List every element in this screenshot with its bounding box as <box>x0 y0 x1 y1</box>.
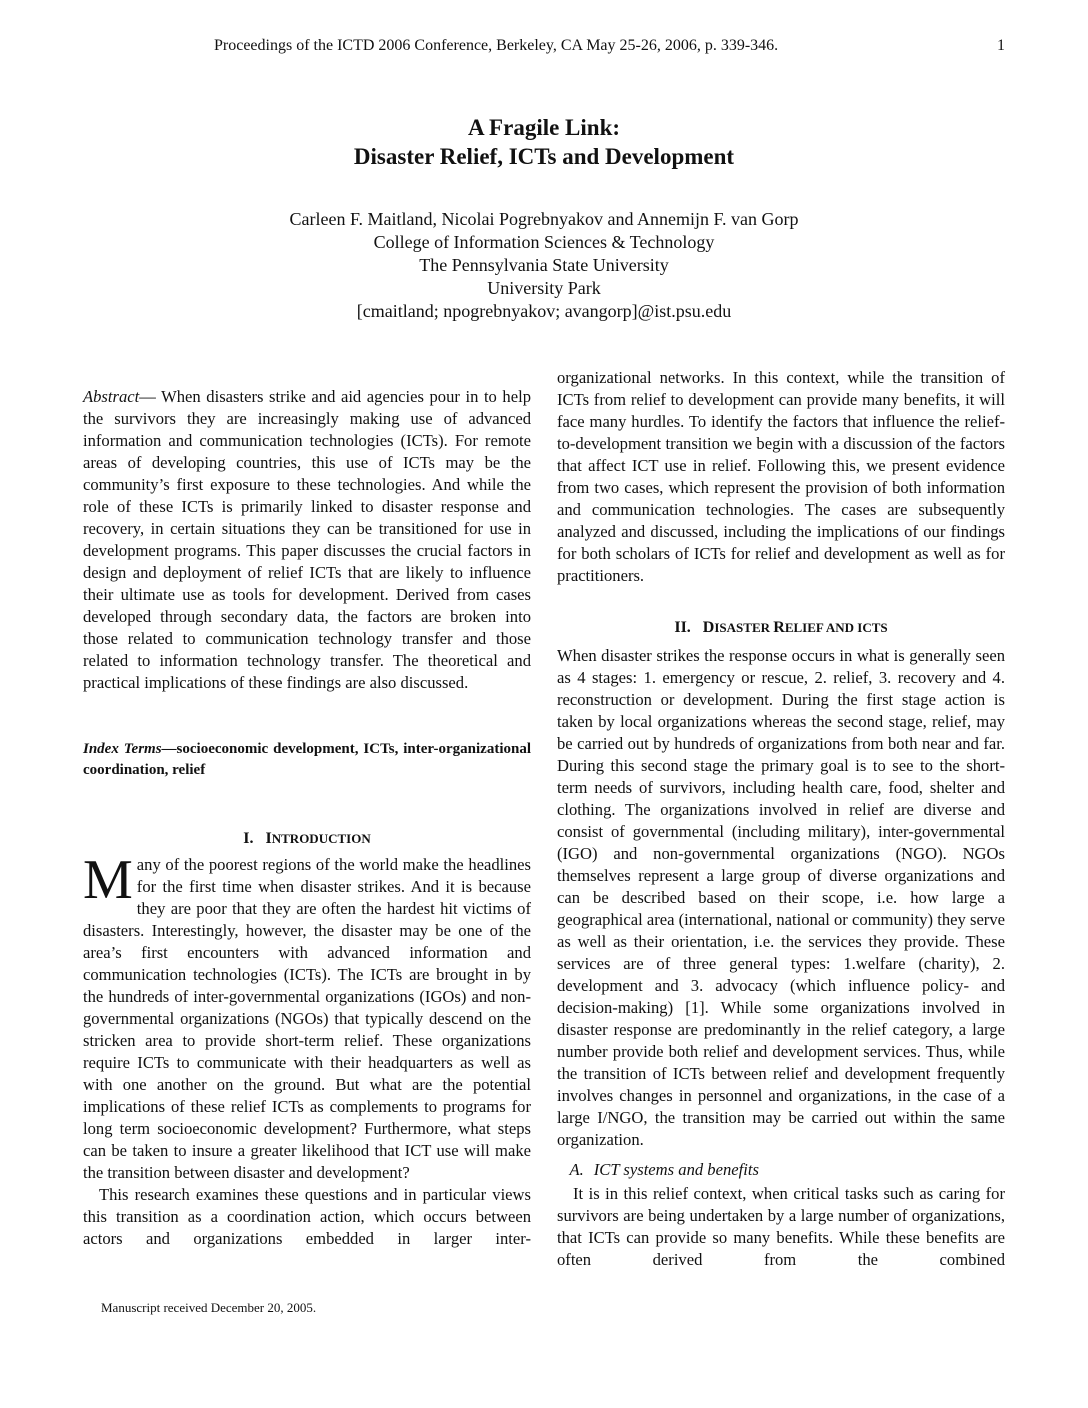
author-names: Carleen F. Maitland, Nicolai Pogrebnyakov and Annemijn F. van Gorp <box>289 209 799 229</box>
subsection-title: ICT systems and benefits <box>593 1160 759 1179</box>
subsection-label: A. <box>569 1160 584 1179</box>
author-block <box>0 208 1088 323</box>
abstract-text: — When disasters strike and aid agencies pour in to help the survivors they are increasingly making use of advanced information and communication technologies (ICTs). For remote areas of developing countries, this use of ICTs may be the community’s first exposure to these technologies. And while the role of these ICTs is primarily linked to disaster response and recovery, in certain situations they can be transitioned for use in development programs. This paper discusses the crucial factors in design and deployment of relief ICTs that are likely to influence their ultimate use as tools for development. Derived from cases developed through secondary data, the factors are broken into those related to communication technology transfer and those related to information technology transfer. The theoretical and practical implications of these findings are also discussed. <box>83 387 531 692</box>
right-column <box>557 367 1005 1271</box>
intro-paragraph-2-continued: organizational networks. In this context, while the transition of ICTs from relief to development can provide many benefits, it will face many hurdles. To identify the factors that influence the relief-to-development transition we begin with a discussion of the factors that affect ICT use in relief. Following this, we present evidence from two cases, which represent the provision of both information and communication technologies. The cases are subsequently analyzed and discussed, including the implications of our findings for both scholars of ICTs for relief and development as well as for practitioners. <box>557 368 1005 585</box>
affiliation-location: University Park <box>487 278 601 298</box>
author-emails: [cmaitland; npogrebnyakov; avangorp]@ist.psu.edu <box>356 301 732 321</box>
section-title-part-4: ELIEF AND ICTS <box>784 620 888 635</box>
paper-title <box>0 113 1088 171</box>
section-numeral: II. <box>674 619 691 636</box>
section-title-initial: I <box>265 830 272 847</box>
index-terms <box>83 739 531 781</box>
index-terms-label: Index Terms <box>83 741 162 757</box>
abstract <box>83 386 531 694</box>
affiliation-college: College of Information Sciences & Technology <box>373 232 715 252</box>
footnote: Manuscript received December 20, 2005. <box>101 1300 317 1315</box>
title-line-1: A Fragile Link: <box>467 115 621 140</box>
abstract-label: Abstract <box>83 387 140 406</box>
affiliation-university: The Pennsylvania State University <box>419 255 669 275</box>
section-heading-disaster-relief <box>557 617 1005 639</box>
section-heading-introduction <box>83 828 531 850</box>
section-title-rest: NTRODUCTION <box>271 831 371 846</box>
title-line-2: Disaster Relief, ICTs and Development <box>353 144 735 169</box>
intro-paragraph-2: This research examines these questions and in particular views this transition as a coordination action, which occurs between actors and organizations embedded in larger inter- <box>83 1185 531 1248</box>
running-head-text: Proceedings of the ICTD 2006 Conference, Berkeley, CA May 25-26, 2006, p. 339-346. <box>214 37 779 54</box>
left-column <box>83 386 531 1250</box>
drop-cap: M <box>83 849 133 911</box>
section-title-part-1: D <box>702 619 715 636</box>
section-numeral: I. <box>243 830 254 847</box>
page-number: 1 <box>997 37 1005 54</box>
subsection-heading-a <box>557 1159 1005 1181</box>
section-title-part-2: ISASTER <box>714 620 774 635</box>
index-terms-text: —socioeconomic development, ICTs, inter-organizational coordination, relief <box>83 741 531 778</box>
disaster-paragraph-1: When disaster strikes the response occurs in what is generally seen as 4 stages: 1. emergency or rescue, 2. relief, 3. recovery and 4. reconstruction or development. During the first stage action is taken by local organizations whereas the second stage, relief, may be carried out by hundreds of organizations from both near and far. During this second stage the primary goal is to see to the short-term needs of survivors, including health care, food, shelter and clothing. The organizations involved in relief are diverse and consist of governmental (including military), inter-governmental (IGO) and non-governmental organizations (NGO). NGOs themselves represent a large group of diverse organizations and can be described based on their scope, i.e. how large a geographical area (international, national or community) they serve as well as their orientation, i.e. the services they provide. These services are of three general types: 1.welfare (charity), 2. development and 3. advocacy (which influence policy- and decision-making) [1]. While some organizations involved in disaster response are predominantly in the relief category, a large number provide both relief and development services. Thus, while the transition of ICTs between relief and development frequently involves changes in personnel and organizations, in the case of a large I/NGO, the transition may be carried out within the same organization. <box>557 646 1005 1149</box>
intro-paragraph-1-text: any of the poorest regions of the world make the headlines for the first time when disaster strikes. And it is because they are poor that they are often the hardest hit victims of disasters. Interestingly, however, the disaster may be one of the area’s first encounters with advanced information and communication technologies (ICTs). The ICTs are brought in by the hundreds of inter-governmental organizations (IGOs) and non-governmental organizations (NGOs) that typically descend on the stricken area to provide short-term relief. These organizations require ICTs to communicate with their headquarters as well as with one another on the ground. But what are the potential implications of these relief ICTs as complements to programs for long term socioeconomic development? Furthermore, what steps can be taken to insure a greater likelihood that ICT use will make the transition between disaster and development? <box>83 855 531 1182</box>
section-title-part-3: R <box>773 619 785 636</box>
ict-paragraph-1: It is in this relief context, when critical tasks such as caring for survivors are being undertaken by a large number of organizations, that ICTs can provide so many benefits. While these benefits are often derived from the combined <box>557 1184 1005 1269</box>
intro-paragraph-1 <box>83 849 531 1184</box>
